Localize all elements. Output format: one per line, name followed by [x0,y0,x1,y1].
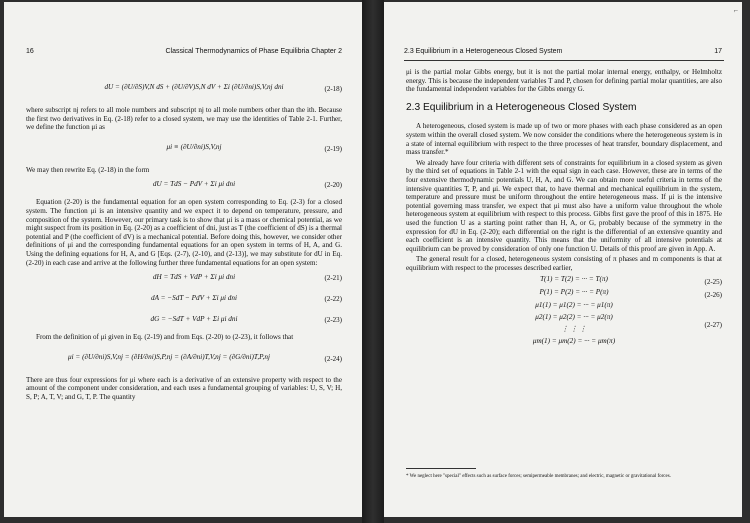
section-heading: 2.3 Equilibrium in a Heterogeneous Closed System [406,101,637,113]
equation-line: ⋮ ⋮ ⋮ [561,325,587,334]
equation-number: (2-20) [324,181,342,190]
right-running-title: 2.3 Equilibrium in a Heterogeneous Closed System [404,48,563,55]
equation-2-20 [26,177,342,195]
right-page [384,2,742,517]
left-body [26,72,342,404]
equation-2-18 [26,75,342,103]
left-running-head [4,48,362,60]
header-rule [404,60,724,61]
paragraph: We already have four criteria with different sets of constraints for equilibrium in a closed system as given by the third set of equations in Table 2-1 with the equal sign in each case. However, these are in terms of the four extensive thermodynamic potentials U, H, A, and G. We can obtain more useful criteria in terms of the intensive quantities T, P, and μi. We expect that, to have thermal and mechanical equilibrium in the system, temperature and pressure must be uniform throughout the entire heterogeneous mass. If μi is the intensive potential governing mass transfer, we expect that μi must also have a uniform value throughout the whole heterogeneous system at equilibrium with respect to this process. Gibbs first gave the proof of this in 1875. He used the function U as a starting point rather than H, A, or G, probably because of the symmetry in the expression for dU in Eq. (2-20); each differential on the right is the differential of an extensive quantity and each coefficient is an intensive quantity. This means that the uniformity of all intensive potentials at equilibrium can be proved by consideration of only one function U. Details of this proof are given in App. A. [406,158,722,253]
equation-number: (2-25) [704,278,722,287]
paragraph: There are thus four expressions for μi where each is a derivative of an extensive property with respect to the amount of the component under consideration, and each uses a fundamental grouping of variables: U, S, V; H, S, P; A, T, V; and G, T, P. The quantity [26,375,342,401]
paragraph: The general result for a closed, heterogeneous system consisting of π phases and m components is that at equilibrium with respect to the processes described earlier, [406,255,722,272]
equation-2-22 [26,291,342,309]
paragraph: Equation (2-20) is the fundamental equation for an open system corresponding to Eq. (2-3) for a closed system. The function μi is an intensive quantity and we expect it to depend on temperature, pressure, and composition of the system. However, our primary task is to show that μi is a mass or chemical potential, as we might suspect from its position in Eq. (2-20) as a coefficient of dni, just as T (the coefficient of dS) is a thermal potential and P (the coefficient of dV) is a mechanical potential. Before doing this, however, we consider other definitions of μi and the corresponding fundamental equations for an open system in terms of H, A, and G. Using the defining equations for H, A, and G [Eqs. (2-7), (2-10), and (2-13)], we may substitute for dU in Eq. (2-20) in each case and arrive at the following further three fundamental equations for an open system: [26,198,342,267]
equation-number: (2-23) [324,316,342,325]
corner-mark: ⌐ [733,6,738,15]
equation-number: (2-21) [324,274,342,283]
equation-text: P(1) = P(2) = ··· = P(π) [539,288,609,297]
paragraph: We may then rewrite Eq. (2-18) in the form [26,165,150,174]
left-page-number: 16 [26,48,34,55]
right-body [406,68,722,353]
footnote-rule [406,468,476,469]
right-page-number: 17 [714,48,722,55]
left-running-title: Classical Thermodynamics of Phase Equilibria Chapter 2 [165,48,342,55]
equation-text: dG = −SdT + VdP + Σi μi dni [150,315,238,324]
paragraph: From the definition of μi given in Eq. (2-19) and from Eqs. (2-20) to (2-23), it follows that [36,333,294,342]
paragraph: where subscript nj refers to all mole numbers and subscript nj to all mole numbers other than the ith. Because the first two derivatives in Eq. (2-18) refer to a closed system, we may use the identities of Table 2-1. Further, we define the function μi as [26,106,342,132]
equation-text: dH = TdS + VdP + Σi μi dni [152,273,236,282]
equation-number: (2-27) [704,321,722,330]
equation-line: μ1(1) = μ1(2) = ··· = μ1(π) [535,301,613,310]
equation-2-19 [26,135,342,163]
equation-2-21 [26,270,342,288]
equation-number: (2-24) [324,354,342,363]
equation-number: (2-19) [324,144,342,153]
equation-text: dA = −SdT − PdV + Σi μi dni [151,294,237,303]
equation-2-26 [406,287,722,299]
equation-2-23 [26,312,342,330]
equation-text: dU = (∂U/∂S)V,N dS + (∂U/∂V)S,N dV + Σi (∂U/∂ni)S,V,nj dni [104,83,284,91]
equation-2-24 [26,345,342,373]
equation-2-25 [406,274,722,286]
equation-text: dU = TdS − PdV + Σi μi dni [152,180,236,189]
equation-number: (2-22) [324,295,342,304]
equation-line: μ2(1) = μ2(2) = ··· = μ2(π) [535,313,613,322]
equation-number: (2-18) [324,85,342,93]
equation-number: (2-26) [704,291,722,300]
right-running-head [384,48,742,60]
paragraph: μi is the partial molar Gibbs energy, but it is not the partial molar internal energy, enthalpy, or Helmholtz energy. This is because the independent variables T and P, chosen for defining partial molar quantities, are also the fundamental independent variables for the Gibbs energy G. [406,68,722,94]
equation-2-27 [406,301,722,353]
equation-text: T(1) = T(2) = ··· = T(π) [540,275,608,284]
equation-line: μm(1) = μm(2) = ··· = μm(π) [532,337,616,346]
equation-text: μi ≡ (∂U/∂ni)S,V,nj [166,142,222,151]
book-gutter [362,0,384,523]
footnote: * We neglect here "special" effects such as surface forces; semipermeable membranes; and electric, magnetic or gravitational forces. [406,474,671,479]
left-page [4,2,362,517]
paragraph: A heterogeneous, closed system is made up of two or more phases with each phase considered as an open system within the overall closed system. We now consider the conditions where the heterogeneous system is in a state of internal equilibrium with respect to the three processes of heat transfer, boundary displacement, and mass transfer.* [406,122,722,157]
equation-text: μi = (∂U/∂ni)S,V,nj = (∂H/∂ni)S,P,nj = (∂A/∂ni)T,V,nj = (∂G/∂ni)T,P,nj [68,352,270,361]
